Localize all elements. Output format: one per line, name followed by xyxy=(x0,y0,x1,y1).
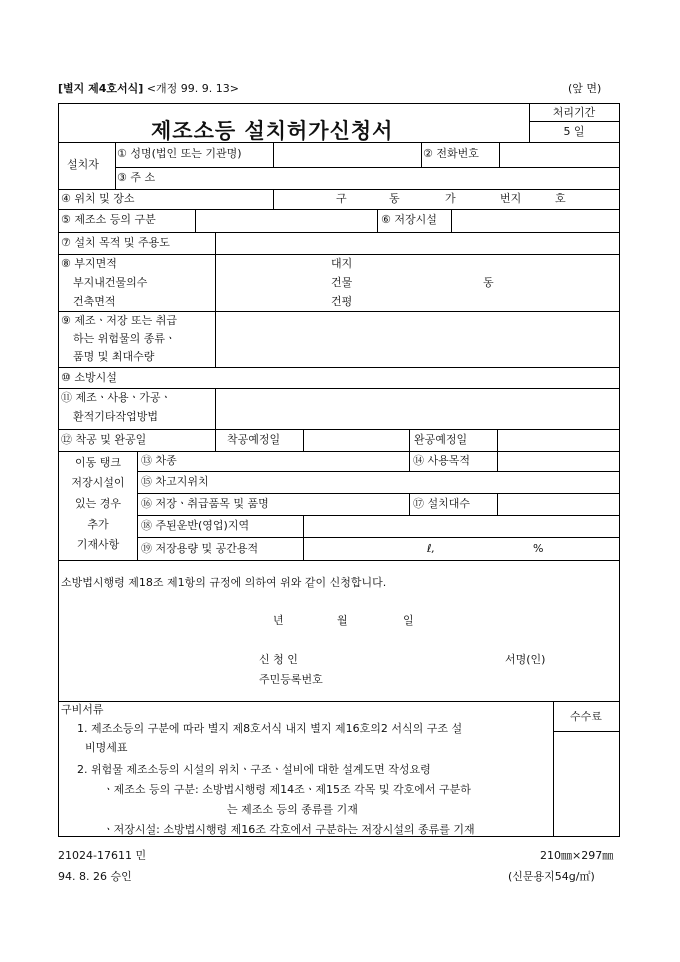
site-unit-land: 대지 xyxy=(331,257,353,270)
form-number-label: [별지 제4호서식] xyxy=(58,82,144,95)
form-code: 21024-17611 민 xyxy=(58,849,147,862)
paper-size: 210㎜×297㎜ xyxy=(540,849,614,862)
start-date-label: 착공예정일 xyxy=(227,433,281,446)
capacity-unit-percent: % xyxy=(533,542,544,555)
site-area-label: ⑧ 부지면적 xyxy=(61,257,117,270)
transport-area-label: ⑱ 주된운반(영업)지역 xyxy=(141,519,250,532)
tank-group-2: 저장시설이 xyxy=(71,476,125,489)
date-day: 일 xyxy=(403,614,414,627)
declaration-statement: 소방법시행령 제18조 제1항의 규정에 의하여 위와 같이 신청합니다. xyxy=(61,576,387,589)
site-unit-building: 건물 xyxy=(331,276,353,289)
firefighting-label: ⑩ 소방시설 xyxy=(61,371,117,384)
doc-line-5: 는 제조소 등의 종류를 기재 xyxy=(227,803,358,816)
location-gu: 구 xyxy=(336,192,347,205)
hazard-label-2: 하는 위험물의 종류ㆍ xyxy=(73,332,176,345)
processing-period-value: 5 일 xyxy=(563,125,585,138)
tank-group-4: 추가 xyxy=(87,518,109,531)
form-number xyxy=(58,80,239,96)
vehicle-type-label: ⑬ 차종 xyxy=(141,454,177,467)
tank-group-1: 이동 탱크 xyxy=(74,456,121,469)
name-label: ① 성명(법인 또는 기관명) xyxy=(117,147,242,160)
location-ga: 가 xyxy=(445,192,456,205)
applicant-group-label: 설치자 xyxy=(67,158,99,171)
stored-items-label: ⑯ 저장ㆍ취급품목 및 품명 xyxy=(141,497,269,510)
doc-line-1: 1. 제조소등의 구분에 따라 별지 제8호서식 내지 별지 제16호의2 서식의 구조 설 xyxy=(77,722,463,735)
resident-number-label: 주민등록번호 xyxy=(259,673,323,686)
location-bunji: 번지 xyxy=(500,192,522,205)
processing-period-label: 처리기간 xyxy=(552,106,596,119)
revision-note: <개정 99. 9. 13> xyxy=(146,82,239,95)
tank-group-3: 있는 경우 xyxy=(74,497,121,510)
process-label-2: 환적기타작업방법 xyxy=(73,410,159,423)
building-count-label: 부지내건물의수 xyxy=(73,276,148,289)
fee-label: 수수료 xyxy=(570,710,602,723)
phone-label: ② 전화번호 xyxy=(423,147,479,160)
signature-label: 서명(인) xyxy=(505,653,546,666)
site-unit-floor: 건평 xyxy=(331,295,353,308)
page-side: (앞 면) xyxy=(568,82,602,95)
facility-type-label: ⑤ 제조소 등의 구분 xyxy=(61,213,156,226)
address-label: ③ 주 소 xyxy=(117,171,156,184)
use-purpose-label: ⑭ 사용목적 xyxy=(413,454,471,467)
schedule-label: ⑫ 착공 및 완공일 xyxy=(61,433,147,446)
doc-line-6: ㆍ저장시설: 소방법시행령 제16조 각호에서 구분하는 저장시설의 종류를 기재 xyxy=(103,823,475,836)
date-month: 월 xyxy=(337,614,348,627)
hazard-label-3: 품명 및 최대수량 xyxy=(73,350,155,363)
building-dong-unit: 동 xyxy=(483,276,494,289)
building-area-label: 건축면적 xyxy=(73,295,116,308)
unit-count-label: ⑰ 설치대수 xyxy=(413,497,471,510)
garage-location-label: ⑮ 차고지위치 xyxy=(141,475,209,488)
approval-date: 94. 8. 26 승인 xyxy=(58,870,132,883)
capacity-unit-liter: ℓ, xyxy=(427,542,436,555)
tank-group-5: 기재사항 xyxy=(76,538,120,551)
hazard-label-1: ⑨ 제조ㆍ저장 또는 취급 xyxy=(61,314,177,327)
purpose-label: ⑦ 설치 목적 및 주용도 xyxy=(61,236,170,249)
location-label: ④ 위치 및 장소 xyxy=(61,192,135,205)
doc-line-3: 2. 위험물 제조소등의 시설의 위치ㆍ구조ㆍ설비에 대한 설계도면 작성요령 xyxy=(77,763,431,776)
applicant-sign-label: 신 청 인 xyxy=(259,653,298,666)
form-title: 제조소등 설치허가신청서 xyxy=(151,118,394,143)
storage-facility-label: ⑥ 저장시설 xyxy=(381,213,437,226)
documents-label: 구비서류 xyxy=(61,703,104,716)
process-label-1: ⑪ 제조ㆍ사용ㆍ가공ㆍ xyxy=(61,391,172,404)
capacity-label: ⑲ 저장용량 및 공간용적 xyxy=(141,542,259,555)
date-year: 년 xyxy=(273,614,284,627)
location-ho: 호 xyxy=(555,192,566,205)
paper-type: (신문용지54g/㎡) xyxy=(508,870,595,883)
end-date-label: 완공예정일 xyxy=(414,433,468,446)
doc-line-4: ㆍ제조소 등의 구분: 소방법시행령 제14조ㆍ제15조 각목 및 각호에서 구분하 xyxy=(103,783,471,796)
location-dong: 동 xyxy=(389,192,400,205)
doc-line-2: 비명세표 xyxy=(85,741,128,754)
application-form xyxy=(58,103,620,837)
